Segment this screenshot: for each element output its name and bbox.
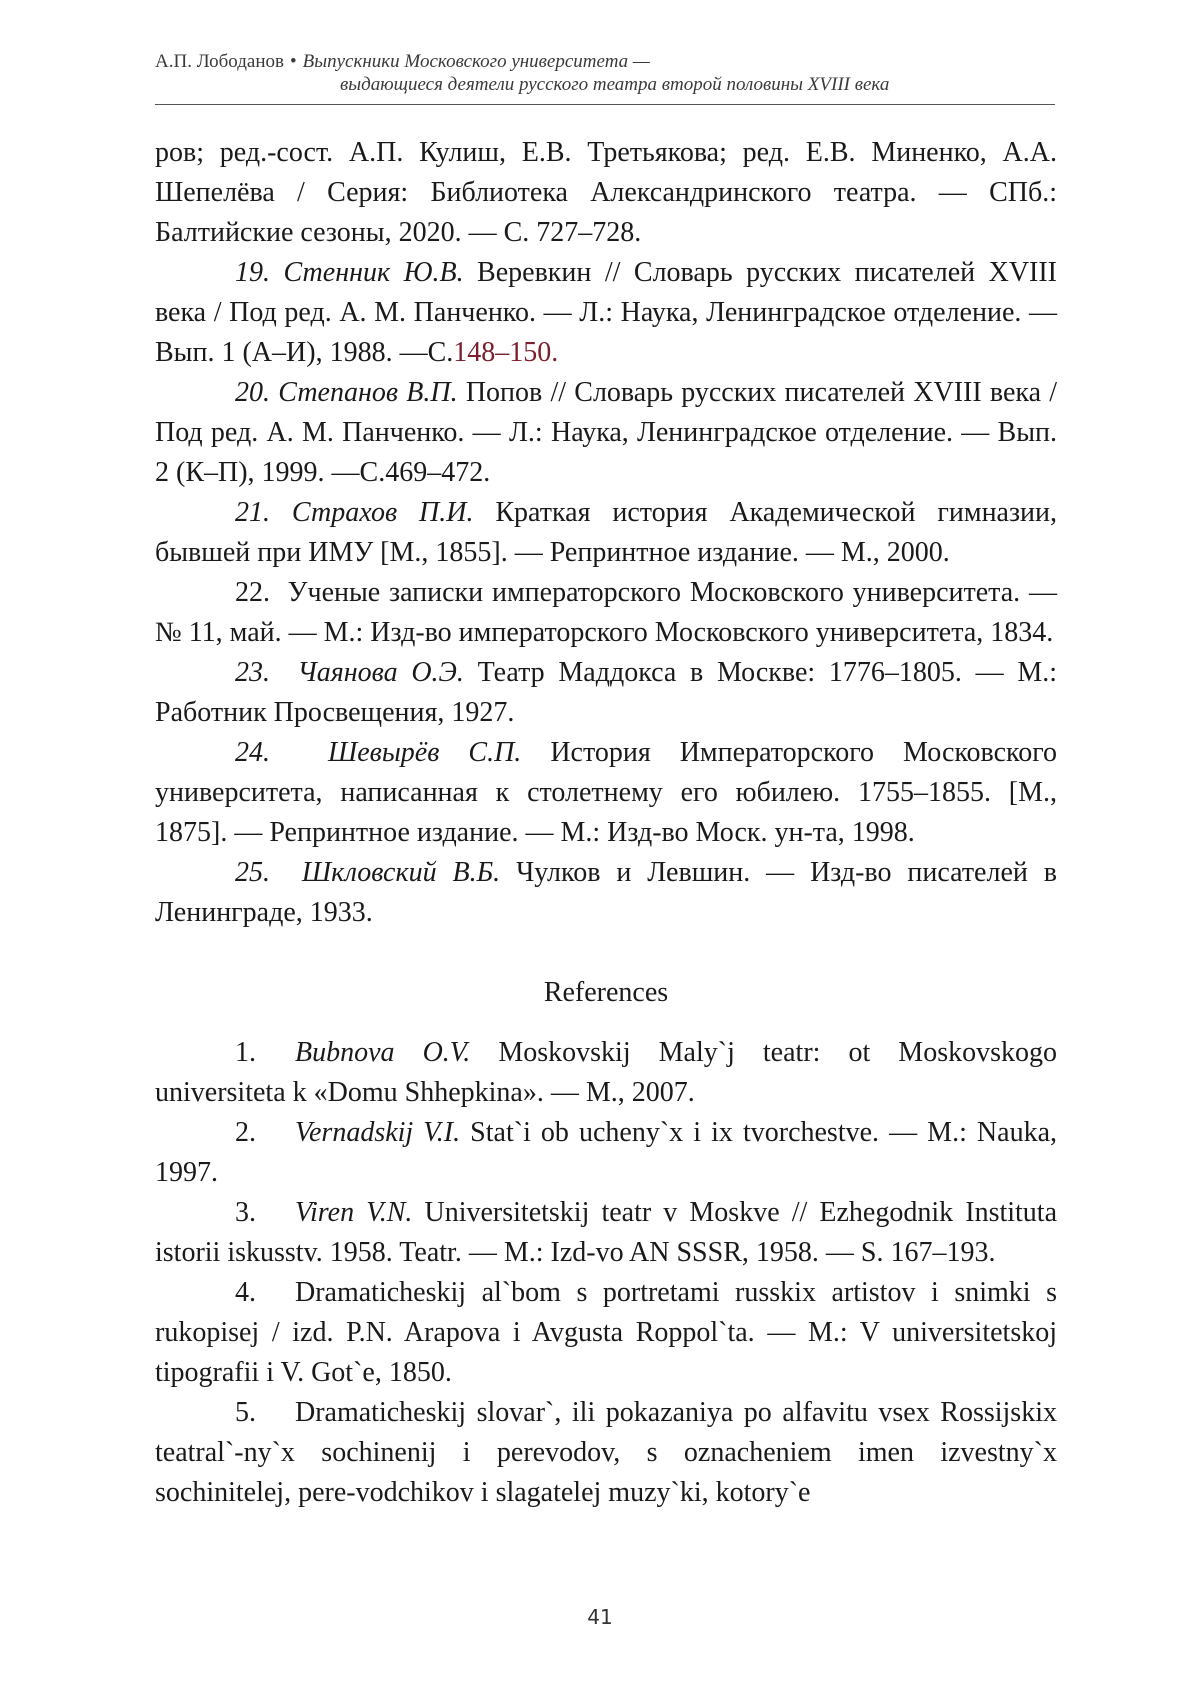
reference-author: Vernadskij V.I. — [295, 1117, 461, 1148]
bib-entry-text: Театр Маддокса в Москве: 1776–1805. — М.: Работник Просвещения, 1927. — [155, 657, 1057, 728]
continuation-paragraph: ров; ред.-сост. А.П. Кулиш, Е.В. Третьякова; ред. Е.В. Миненко, А.А. Шепелёва / Серия: Библиотека Александринского театра. — СПб.: Балтийские сезоны, 2020. — С. 727–728. — [155, 137, 1057, 248]
bib-entry-author: Страхов П.И. — [291, 497, 474, 528]
reference-item — [155, 1393, 1057, 1513]
running-head-line-2 — [155, 73, 1055, 96]
reference-item — [155, 1033, 1057, 1113]
reference-author: Bubnova O.V. — [295, 1037, 471, 1068]
reference-text: Dramaticheskij al`bom s portretami russkix artistov i snimki s rukopisej / izd. P.N. Arapova i Avgusta Roppol`ta. — M.: V universitetskoj tipografii i V. Got`e, 1850. — [155, 1277, 1057, 1388]
page-body — [155, 133, 1057, 1513]
reference-item — [155, 1273, 1057, 1393]
bib-entry-19 — [155, 253, 1057, 373]
bib-entry-number: 22. — [235, 577, 270, 608]
reference-number: 4. — [235, 1277, 256, 1308]
bib-entry-author: Шевырёв С.П. — [328, 737, 522, 768]
reference-text: Universitetskij teatr v Moskve // Ezhegodnik Instituta istorii iskusstv. 1958. Teatr. — M.: Izd-vo AN SSSR, 1958. — S. 167–193. — [155, 1197, 1058, 1268]
bib-entry-author: Чаянова О.Э. — [297, 657, 464, 688]
bib-entry-number: 21. — [235, 497, 270, 528]
bib-entry-text: Ученые записки императорского Московского университета. — № 11, май. — М.: Изд-во императорского Московского университета, 1834. — [155, 577, 1058, 648]
running-head-author: А.П. Лободанов — [155, 51, 284, 72]
reference-number: 3. — [235, 1197, 256, 1228]
bib-entry-24 — [155, 733, 1057, 853]
running-head-bullet: • — [289, 51, 297, 72]
bib-entry-text: Краткая история Академической гимназии, бывшей при ИМУ [М., 1855]. — Репринтное издание. — М., 2000. — [155, 497, 1058, 568]
reference-item — [155, 1193, 1057, 1273]
bib-entry-22 — [155, 573, 1057, 653]
references-section — [155, 973, 1057, 1513]
reference-number: 1. — [235, 1037, 256, 1068]
bib-entry-text: Чулков и Левшин. — Изд-во писателей в Ленинграде, 1933. — [155, 857, 1058, 928]
reference-number: 2. — [235, 1117, 256, 1148]
references-heading: References — [543, 977, 669, 1008]
reference-item — [155, 1113, 1057, 1193]
bib-entry-number: 24. — [235, 737, 270, 768]
reference-text: Stat`i ob ucheny`x i ix tvorchestve. — M.: Nauka, 1997. — [155, 1117, 1057, 1188]
header-rule — [155, 104, 1055, 105]
bib-entry-text: Веревкин // Словарь русских писателей XVIII века / Под ред. А. М. Панченко. — Л.: Наука, Ленинградское отделение. — Вып. 1 (А–И), 1988. —С. — [155, 257, 1058, 368]
bib-entry-author: Стенник Ю.В. — [283, 257, 464, 288]
running-head-title-line-2: выдающиеся деятели русского театра второй половины XVIII века — [340, 74, 890, 95]
bib-entry-number: 20. — [235, 377, 270, 408]
running-head-line-1 — [155, 50, 1055, 73]
reference-text: Dramaticheskij slovar`, ili pokazaniya po alfavitu vsex Rossijskix teatral`-ny`x sochinenij i perevodov, s oznacheniem imen izvestny`x sochinitelej, pere-vodchikov i slagatelej muzy`ki, kotory`e — [155, 1397, 1057, 1508]
bib-entry-author: Шкловский В.Б. — [301, 857, 501, 888]
bib-entry-number: 19. — [235, 257, 270, 288]
bib-entry-number: 23. — [235, 657, 270, 688]
reference-number: 5. — [235, 1397, 256, 1428]
bib-entry-author: Степанов В.П. — [278, 377, 458, 408]
running-head — [155, 50, 1055, 96]
reference-author: Viren V.N. — [295, 1197, 413, 1228]
bib-entry-text: История Императорского Московского университета, написанная к столетнему его юбилею. 1755–1855. [М., 1875]. — Репринтное издание. — М.: Изд-во Моск. ун-та, 1998. — [155, 737, 1058, 848]
page-number: 41 — [587, 1605, 613, 1629]
bib-entry-20 — [155, 373, 1057, 493]
running-head-title-line-1: Выпускники Московского университета — — [302, 51, 650, 72]
bib-entry-23 — [155, 653, 1057, 733]
bib-entry-pages-link[interactable]: 148–150. — [453, 337, 559, 368]
bib-entry-21 — [155, 493, 1057, 573]
bib-entry-number: 25. — [235, 857, 270, 888]
bib-entry-25 — [155, 853, 1057, 933]
reference-text: Moskovskij Maly`j teatr: ot Moskovskogo universiteta k «Domu Shhepkina». — M., 2007. — [155, 1037, 1057, 1108]
bib-entry-text: Попов // Словарь русских писателей XVIII века / Под ред. А. М. Панченко. — Л.: Наука, Ленинградское отделение. — Вып. 2 (К–П), 1999. —С.469–472. — [155, 377, 1058, 488]
